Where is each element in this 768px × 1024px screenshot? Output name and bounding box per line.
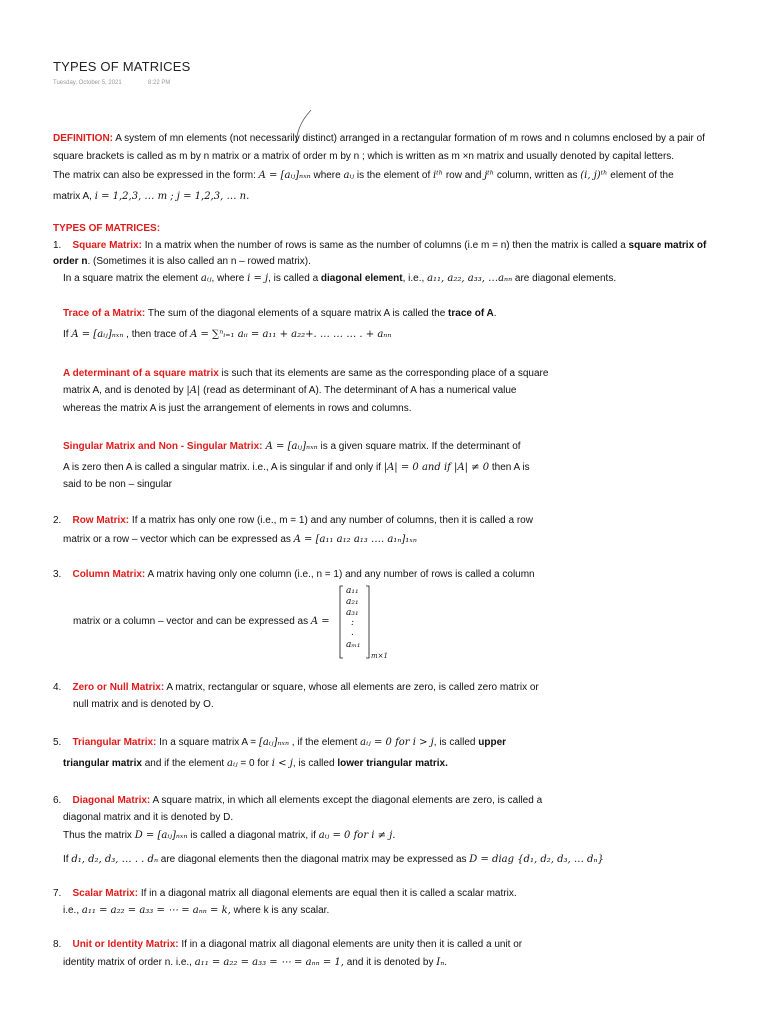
zero-line-2: null matrix and is denoted by O. xyxy=(73,699,214,710)
diagonal-line-4: If d₁, d₂, d₃, … . . dₙ are diagonal elements then the diagonal matrix may be expressed as D = diag {d₁, d₂, d₃, … dₙ} xyxy=(63,854,604,865)
row-label: Row Matrix: xyxy=(72,515,130,526)
page-title: TYPES OF MATRICES xyxy=(53,59,191,74)
definition-line-2: square brackets is called as m by n matrix or a matrix of order m by n ; which is written as m ×n matrix and usually denoted by capital letters. xyxy=(53,151,675,162)
page-date: Tuesday, October 5, 2021 xyxy=(53,80,122,86)
definition-line-3: The matrix can also be expressed in the form: A = [aᵢⱼ]ₙₓₙ where aᵢⱼ is the element of iᵗʰ row and jᵗʰ column, written as (i, j)ᵗʰ element of the xyxy=(53,170,674,181)
column-entry: aₘ₁ xyxy=(346,640,361,650)
zero-label: Zero or Null Matrix: xyxy=(72,682,165,693)
scalar-line-1: 7. Scalar Matrix: If in a diagonal matrix all diagonal elements are equal then it is called a scalar matrix. xyxy=(53,888,517,899)
column-line-2: matrix or a column – vector and can be expressed as A = xyxy=(73,616,330,627)
definition-label: DEFINITION: xyxy=(53,133,113,144)
column-entry: . xyxy=(351,628,354,638)
row-line-1: 2. Row Matrix: If a matrix has only one row (i.e., m = 1) and any number of columns, then it is called a row xyxy=(53,515,533,526)
scalar-line-2: i.e., a₁₁ = a₂₂ = a₃₃ = ⋯ = aₙₙ = k, where k is any scalar. xyxy=(63,905,330,916)
determinant-line-2: matrix A, and is denoted by |A| (read as determinant of A). The determinant of A has a numerical value xyxy=(63,385,517,396)
trace-line-2: If A = [aᵢⱼ]ₙₓₙ , then trace of A = ∑ⁿᵢ₌₁ aᵢᵢ = a₁₁ + a₂₂+. … … … . + aₙₙ xyxy=(63,329,392,340)
trace-line-1: Trace of a Matrix: The sum of the diagonal elements of a square matrix A is called the trace of A. xyxy=(63,308,497,319)
triangular-line-1: 5. Triangular Matrix: In a square matrix A = [aᵢⱼ]ₙₓₙ , if the element aᵢⱼ = 0 for i > j, is called upper xyxy=(53,737,507,748)
types-heading: TYPES OF MATRICES: xyxy=(53,223,161,234)
triangular-line-2: triangular matrix and if the element aᵢⱼ = 0 for i < j, is called lower triangular matrix. xyxy=(63,758,448,769)
singular-line-2: A is zero then A is called a singular matrix. i.e., A is singular if and only if |A| = 0 and if |A| ≠ 0 then A is xyxy=(63,462,530,473)
scalar-label: Scalar Matrix: xyxy=(72,888,139,899)
diagonal-line-1: 6. Diagonal Matrix: A square matrix, in which all elements except the diagonal elements are zero, is called a xyxy=(53,795,543,806)
diagonal-label: Diagonal Matrix: xyxy=(72,795,151,806)
unit-line-2: identity matrix of order n. i.e., a₁₁ = a₂₂ = a₃₃ = ⋯ = aₙₙ = 1, and it is denoted by Iₙ. xyxy=(63,957,448,968)
singular-line-1: Singular Matrix and Non - Singular Matrix: A = [aᵢⱼ]ₙₓₙ is a given square matrix. If the determinant of xyxy=(63,441,521,452)
column-entry: a₃₁ xyxy=(346,608,359,618)
diagonal-line-2: diagonal matrix and it is denoted by D. xyxy=(63,812,234,823)
column-matrix-entries xyxy=(346,585,361,652)
square-label: Square Matrix: xyxy=(72,240,142,251)
column-entry: a₂₁ xyxy=(346,597,359,607)
triangular-label: Triangular Matrix: xyxy=(72,737,157,748)
trace-label: Trace of a Matrix: xyxy=(63,308,146,319)
unit-line-1: 8. Unit or Identity Matrix: If in a diagonal matrix all diagonal elements are unity then it is called a unit or xyxy=(53,939,523,950)
column-label: Column Matrix: xyxy=(72,569,146,580)
column-entry: : xyxy=(351,618,355,628)
column-matrix-order: m×1 xyxy=(371,652,388,660)
unit-label: Unit or Identity Matrix: xyxy=(72,939,179,950)
diagonal-line-3: Thus the matrix D = [aᵢⱼ]ₙₓₙ is called a diagonal matrix, if aᵢⱼ = 0 for i ≠ j. xyxy=(63,830,396,841)
square-line-1: 1. Square Matrix: In a matrix when the number of rows is same as the number of columns (i.e m = n) then the matrix is called a square matrix of xyxy=(53,240,707,251)
definition-line-4: matrix A, i = 1,2,3, … m ; j = 1,2,3, … n. xyxy=(53,191,250,202)
row-line-2: matrix or a row – vector which can be expressed as A = [a₁₁ a₁₂ a₁₃ …. a₁ₙ]₁ₓₙ xyxy=(63,534,417,545)
singular-label: Singular Matrix and Non - Singular Matrix: xyxy=(63,441,263,452)
determinant-line-1: A determinant of a square matrix is such that its elements are same as the corresponding place of a square xyxy=(63,368,549,379)
column-entry: a₁₁ xyxy=(346,586,359,596)
square-line-3: In a square matrix the element aᵢⱼ, where i = j, is called a diagonal element, i.e., a₁₁, a₂₂, a₃₃, …aₙₙ are diagonal elements. xyxy=(63,273,617,284)
determinant-line-3: whereas the matrix A is just the arrangement of elements in rows and columns. xyxy=(63,403,412,414)
column-line-1: 3. Column Matrix: A matrix having only one column (i.e., n = 1) and any number of rows is called a column xyxy=(53,569,535,580)
singular-line-3: said to be non – singular xyxy=(63,479,172,490)
square-line-2: order n. (Sometimes it is also called an n – rowed matrix). xyxy=(53,256,311,267)
page-time: 8:22 PM xyxy=(148,80,171,86)
definition-line-1: DEFINITION: A system of mn elements (not necessarily distinct) arranged in a rectangular formation of m rows and n columns enclosed by a pair of xyxy=(53,133,705,144)
zero-line-1: 4. Zero or Null Matrix: A matrix, rectangular or square, whose all elements are zero, is called zero matrix or xyxy=(53,682,539,693)
determinant-label: A determinant of a square matrix xyxy=(63,368,219,379)
